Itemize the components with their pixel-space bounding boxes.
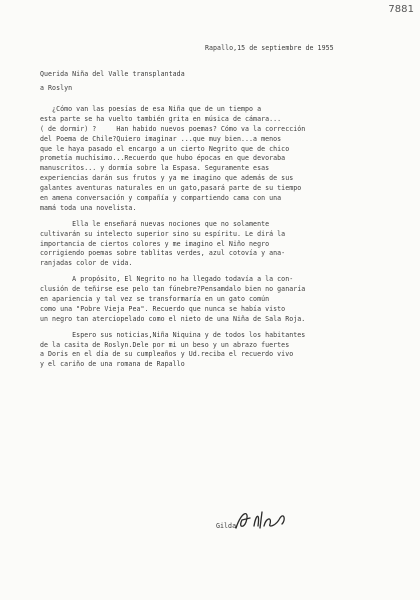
letter-line: como una "Pobre Vieja Pea". Recuerdo que nunca se había visto [40, 304, 286, 313]
letter-line: de la casita de Roslyn.Dele por mi un beso y un abrazo fuertes [40, 340, 290, 349]
letter-line: a Doris en el día de su cumpleaños y Ud.reciba el recuerdo vivo [40, 350, 294, 359]
letter-line: manuscritos... y dormía sobre la Espasa. Seguramente esas [40, 164, 270, 173]
letter-line: ¿Cómo van las poesías de esa Niña que de un tiempo a [40, 105, 262, 113]
letter-line: mamá toda una novelista. [40, 203, 137, 212]
letter-line: Ella le enseñará nuevas nociones que no solamente [40, 219, 270, 228]
letter-line: cultivarán su intelecto superior sino su espíritu. Le dirá la [40, 229, 286, 238]
letter-line: corrigiendo poemas sobre tablitas verdes, azul cotovía y ana- [40, 249, 286, 258]
letter-line: un negro tan aterciopelado como el nieto de una Niña de Sala Roja. [40, 314, 306, 323]
letter-line: ranjadas color de vida. [40, 259, 133, 268]
salutation-line-1: Querida Niña del Valle transplantada [40, 70, 185, 78]
letter-line: en amena conversación y compañía y compartiendo cama con una [40, 194, 282, 203]
signature-name: Gilda [216, 522, 237, 530]
handwritten-signature [232, 506, 292, 534]
letter-line: esta parte se ha vuelto también grita en música de cámara... [40, 114, 282, 123]
letter-line: en apariencia y tal vez se transformaría en un gato común [40, 295, 270, 304]
letter-line: que le haya pasado el encargo a un cierto Negrito que de chico [40, 144, 290, 153]
letter-line: del Poema de Chile?Quiero imaginar ...que muy bien...a menos [40, 134, 282, 143]
letter-line: Espero sus noticias,Niña Niquina y de todos los habitantes [40, 330, 306, 339]
salutation-line-2: a Roslyn [40, 84, 73, 92]
letter-line: importancia de ciertos colores y me imagino el Niño negro [40, 239, 270, 248]
date-line: Rapallo,15 de septiembre de 1955 [205, 44, 334, 52]
letter-line: clusión de teñirse ese pelo tan fúnebre?Pensamdalo bien no ganaría [40, 285, 306, 294]
letter-line: galantes aventuras naturales en un gato,pasará parte de su tiempo [40, 184, 302, 193]
letter-line: prometía muchísimo...Recuerdo que hubo épocas en que devoraba [40, 154, 286, 163]
archive-reference-number: 7881 [388, 4, 414, 15]
letter-body [40, 105, 392, 370]
letter-line: y el cariño de una romana de Rapallo [40, 360, 185, 369]
letter-line: A propósito, El Negrito no ha llegado todavía a la con- [40, 275, 294, 284]
letter-line: experiencias darán sus frutos y ya me imagino que además de sus [40, 174, 294, 183]
letter-line: ( de dormir) ? Han habido nuevos poemas? Cómo va la corrección [40, 124, 306, 133]
